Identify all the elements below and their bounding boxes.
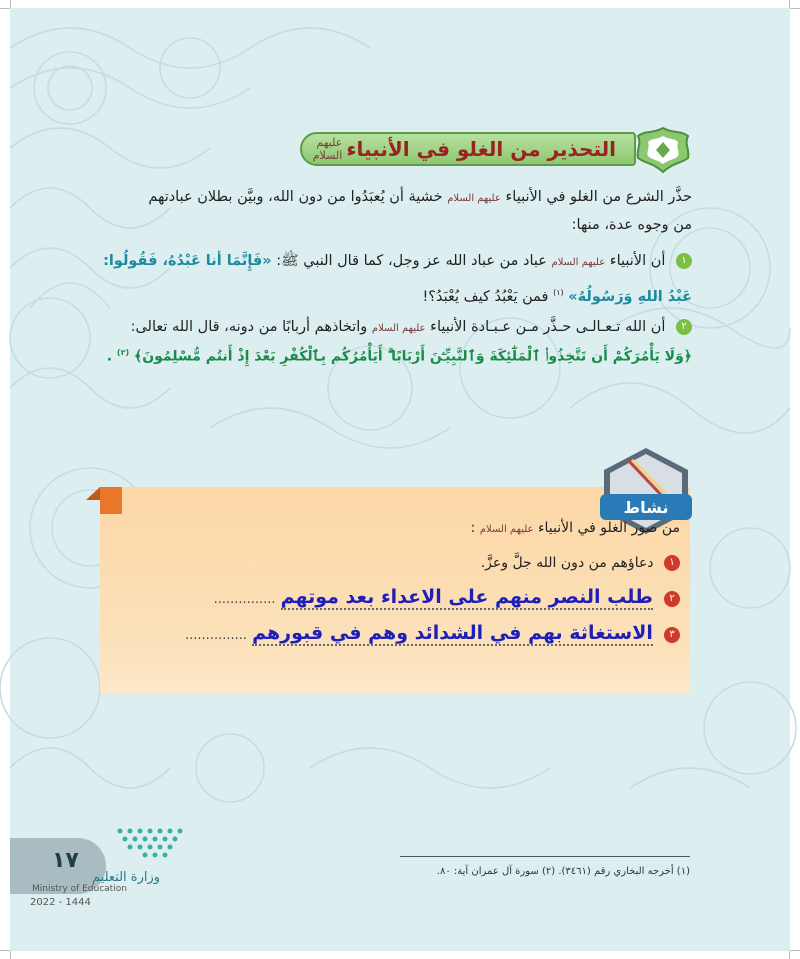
activity-item-2 — [120, 586, 680, 608]
intro-text: حذَّر الشرع من الغلو في الأنبياء — [505, 189, 692, 205]
crop-mark — [0, 8, 10, 9]
honorific: عليهم السلام — [371, 323, 426, 334]
answer-dots: ............... — [213, 592, 276, 607]
activity-item-3 — [120, 622, 680, 644]
page-number: ١٧ — [52, 848, 79, 873]
point-text: فمن يَعْبُدُ كيف يُعْبَدُ؟! — [422, 288, 549, 305]
verse-end: . — [106, 348, 113, 365]
verse-text: ﴿وَلَا يَأْمُرَكُمْ أَن تَتَّخِذُوا۟ ٱلْمَلَٰٓئِكَةَ وَٱلنَّبِيِّـۧنَ أَرْبَابًا ۗ أَيَأْمُرُكُم بِٱلْكُفْرِ بَعْدَ إِذْ أَنتُم مُّسْلِمُونَ﴾ — [133, 348, 692, 365]
point-1 — [103, 250, 692, 274]
crop-mark — [790, 950, 800, 951]
activity-heading-text: من صور الغلو في الأنبياء — [537, 520, 680, 536]
crop-mark — [790, 8, 800, 9]
section-title — [300, 126, 692, 174]
intro-line-2 — [110, 214, 692, 236]
footnote-ref: (٢) — [116, 348, 130, 357]
footnote-ref: (١) — [553, 288, 564, 297]
hadith-quote: «فَإِنَّمَا أنا عَبْدُهُ، فَقُولُوا: — [103, 253, 272, 269]
ministry-logo-icon — [100, 825, 200, 865]
honorific: عليهم السلام — [447, 193, 501, 204]
point-1-line-2 — [110, 282, 692, 308]
number-badge: ٢ — [664, 591, 680, 607]
point-text: أن الأنبياء — [609, 253, 666, 269]
footnotes: (١) أخرجه البخاري رقم (٣٤٦١). (٢) سورة آل عمران آية: ٨٠. — [436, 866, 690, 877]
crop-mark — [0, 950, 10, 951]
point-text: عباد من عباد الله عز وجل، كما قال النبي ﷺ: — [276, 253, 547, 269]
handwritten-answer[interactable]: طلب النصر منهم على الاعداء بعد موتهم — [280, 586, 653, 608]
section-title-text: التحذير من الغلو في الأنبياء — [346, 137, 616, 161]
ministry-name-en: Ministry of Education — [32, 884, 127, 894]
handwritten-answer[interactable]: الاستغاثة بهم في الشدائد وهم في قبورهم — [252, 622, 653, 644]
ribbon-corner — [82, 484, 122, 514]
crop-mark — [10, 951, 11, 959]
number-badge: ١ — [676, 253, 692, 269]
number-badge: ٣ — [664, 627, 680, 643]
quran-verse — [106, 342, 692, 368]
activity-heading-end: : — [470, 520, 476, 536]
crop-mark — [10, 0, 11, 8]
ministry-name-ar: وزارة التعليم — [92, 870, 161, 885]
number-badge: ١ — [664, 555, 680, 571]
intro-paragraph — [110, 186, 692, 210]
honorific: عليهم السلام — [479, 524, 534, 535]
title-honorific: عليهم السلام — [312, 136, 343, 162]
edition-year: 2022 - 1444 — [30, 897, 91, 908]
answer-dots: ............... — [185, 628, 248, 643]
activity-badge-label: نشاط — [623, 498, 669, 517]
crop-mark — [789, 951, 790, 959]
intro-text: من وجوه عدة، منها: — [571, 217, 692, 233]
hadith-quote: عَبْدُ اللهِ وَرَسُولُهُ» — [568, 288, 692, 305]
honorific: عليهم السلام — [551, 257, 606, 268]
activity-heading — [120, 520, 680, 536]
intro-text: خشية أن يُعبَدُوا من دون الله، وبيَّن بطلان عبادتهم — [148, 189, 443, 205]
footnote-divider — [400, 856, 690, 857]
point-text: أن الله تـعـالـى حـذَّر مـن عـبـادة الأنبياء — [430, 319, 666, 335]
crop-mark — [789, 0, 790, 8]
title-banner — [300, 132, 636, 166]
ornament-icon — [634, 126, 692, 174]
activity-item-1 — [120, 555, 680, 571]
number-badge: ٢ — [676, 319, 692, 335]
activity-item-text: دعاؤهم من دون الله جلَّ وعزَّ. — [480, 555, 654, 571]
point-2 — [110, 316, 692, 340]
point-text: واتخاذهم أربابًا من دونه، قال الله تعالى: — [130, 319, 368, 335]
